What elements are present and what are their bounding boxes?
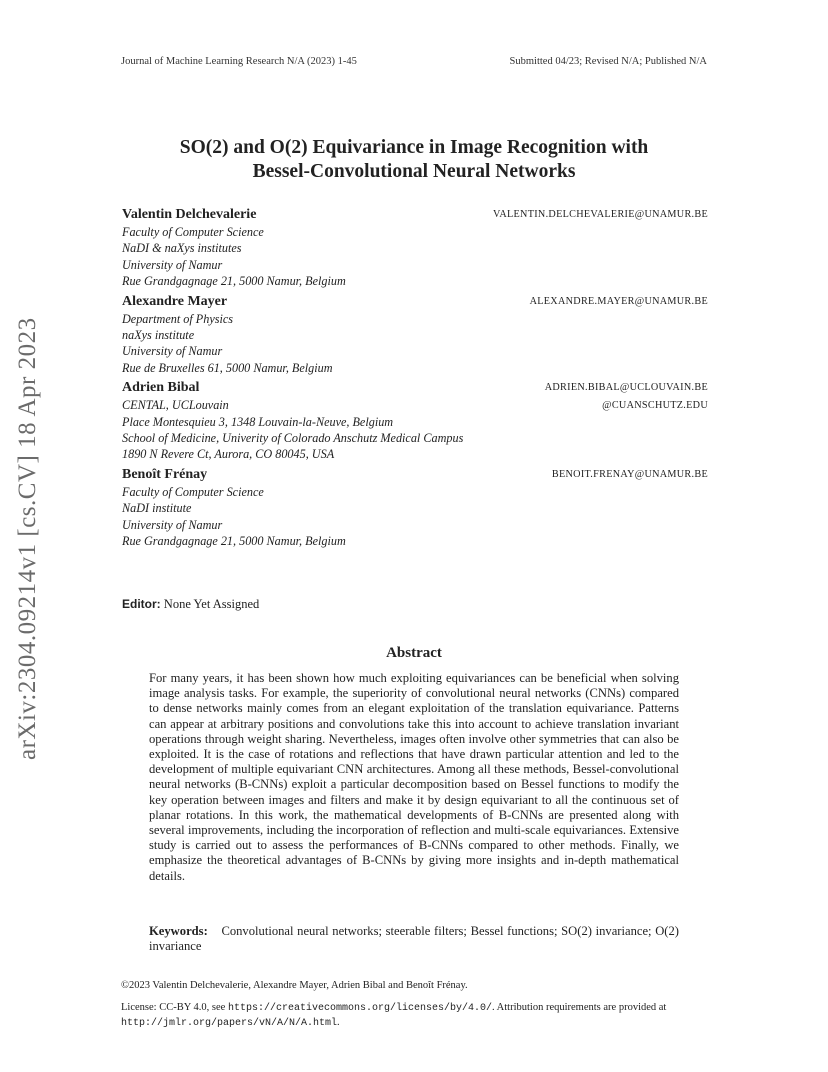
affiliation-line: NaDI & naXys institutes <box>122 241 242 256</box>
affiliation-line: NaDI institute <box>122 501 192 516</box>
keywords-line <box>149 924 679 954</box>
keywords-label: Keywords: <box>149 924 208 938</box>
affiliation-line: University of Namur <box>122 257 223 272</box>
author-name: Valentin Delchevalerie <box>122 207 257 222</box>
author-email: BENOIT.FRENAY@UNAMUR.BE <box>551 468 708 480</box>
affiliation-line: 1890 N Revere Ct, Aurora, CO 80045, USA <box>122 447 335 462</box>
author-name: Adrien Bibal <box>122 380 200 396</box>
title-line-1: SO(2) and O(2) Equivariance in Image Recognition with <box>179 137 649 158</box>
affiliation-line: Place Montesquieu 3, 1348 Louvain-la-Neuve, Belgium <box>122 414 394 429</box>
affiliation-line: School of Medicine, Univerity of Colorado Anschutz Medical Campus <box>122 431 464 446</box>
abstract-text: For many years, it has been shown how much exploiting equivariances can be beneficial when solving image analysis tasks. For example, the superiority of convolutional neural networks (CNNs) compared to dense networks mainly comes from an elegant exploitation of the translation equivariance. Patterns can appear at arbitrary positions and convolutions take this into account to achieve translation invariant operations through weight sharing. Nevertheless, images often involve other symmetries that can also be exploited. It is the case of rotations and reflections that have drawn particular attention and led to the development of multiple equivariant CNN architectures. Among all these methods, Bessel-convolutional neural networks (B-CNNs) exploit a particular decomposition based on Bessel functions to modify the key operation between images and filters and make it by design equivariant to all the continuous set of planar rotations. In this work, the mathematical developments of B-CNNs are presented along with several improvements, including the incorporation of reflection and multi-scale equivariances. Extensive study is carried out to assess the performances of B-CNNs compared to other methods. Finally, we emphasize the theoretical advantages of B-CNNs by giving more insights and in-depth mathematical details. <box>149 671 679 883</box>
license-prefix: License: CC-BY 4.0, see <box>121 1002 228 1013</box>
submission-dates: Submitted 04/23; Revised N/A; Published N/A <box>509 56 707 67</box>
abstract-heading: Abstract <box>386 645 442 661</box>
keywords-value: Convolutional neural networks; steerable filters; Bessel functions; SO(2) invariance; O(2) invariance <box>149 924 679 954</box>
affiliation-line: University of Namur <box>122 517 223 532</box>
license-url-link[interactable]: https://creativecommons.org/licenses/by/4.0/ <box>227 1003 492 1014</box>
affiliation-line: Faculty of Computer Science <box>122 484 264 499</box>
affiliation-line: Rue Grandgagnage 21, 5000 Namur, Belgium <box>122 274 346 289</box>
editor-line <box>122 597 259 612</box>
author-email-secondary: @CUANSCHUTZ.EDU <box>602 400 708 412</box>
arxiv-stamp: arXiv:2304.09214v1 [cs.CV] 18 Apr 2023 <box>14 317 41 760</box>
running-header <box>121 56 707 67</box>
attribution-url-link[interactable]: http://jmlr.org/papers/vN/A/N/A.html <box>121 1017 338 1029</box>
title-line-2: Bessel-Convolutional Neural Networks <box>252 161 576 182</box>
license-mid: . Attribution requirements are provided at <box>491 1002 667 1013</box>
author-name: Alexandre Mayer <box>122 293 228 309</box>
author-block <box>122 206 708 553</box>
author-entry <box>122 293 708 377</box>
author-email: ADRIEN.BIBAL@UCLOUVAIN.BE <box>544 382 708 394</box>
affiliation-line: Faculty of Computer Science <box>122 225 264 239</box>
editor-value: None Yet Assigned <box>163 597 260 611</box>
copyright-notice: ©2023 Valentin Delchevalerie, Alexandre Mayer, Adrien Bibal and Benoît Frénay. <box>121 980 468 991</box>
affiliation-line: naXys institute <box>122 328 195 343</box>
affiliation-line: Department of Physics <box>122 311 234 326</box>
author-name: Benoît Frénay <box>122 466 208 482</box>
author-entry <box>122 466 708 550</box>
author-entry <box>122 206 708 290</box>
affiliation-line: University of Namur <box>122 344 223 359</box>
affiliation-line: Rue de Bruxelles 61, 5000 Namur, Belgium <box>122 360 333 375</box>
affiliation-line: CENTAL, UCLouvain <box>122 398 229 413</box>
paper-title <box>100 136 728 184</box>
author-email: VALENTIN.DELCHEVALERIE@UNAMUR.BE <box>493 209 708 220</box>
author-email: ALEXANDRE.MAYER@UNAMUR.BE <box>529 295 708 307</box>
editor-label: Editor: <box>122 597 161 611</box>
journal-citation: Journal of Machine Learning Research N/A (2023) 1-45 <box>121 56 357 67</box>
license-notice <box>121 1001 707 1030</box>
license-end: . <box>337 1016 340 1028</box>
affiliation-line: Rue Grandgagnage 21, 5000 Namur, Belgium <box>122 534 346 549</box>
author-entry <box>122 379 708 463</box>
